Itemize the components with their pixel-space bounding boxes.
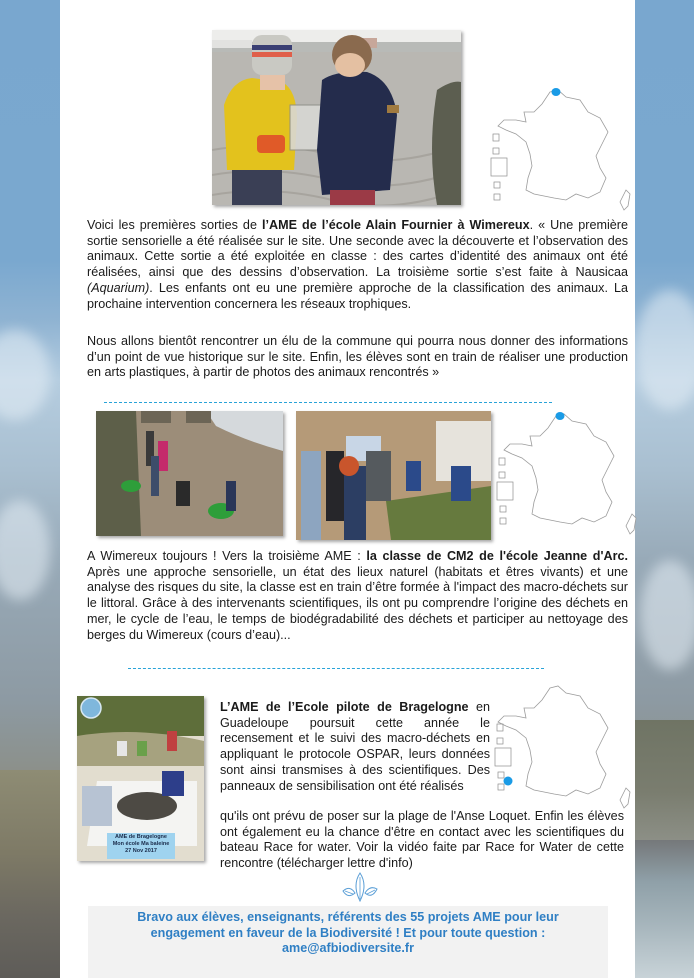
france-map	[488, 82, 638, 222]
school-name-alain-fournier: l’AME de l’école Alain Fournier à Wimereux	[261, 218, 530, 232]
text-italic: (Aquarium)	[87, 280, 150, 295]
photo-bragelogne	[77, 696, 204, 861]
beach-photo-illustration	[212, 30, 461, 205]
school-name-bragelogne: L’AME de l’Ecole pilote de Bragelogne	[220, 700, 469, 714]
overseas-territory-icon	[498, 772, 504, 778]
section3-paragraph-continued: qu'ils ont prévu de poser sur la plage de l'Anse Loquet. Enfin les élèves ont également eu la chance d'être en contact avec les scientifiques du bateau Race for water. Voir la vidéo faite par Race for Water de cette rencontre (télécharger lettre d'info)	[220, 809, 624, 871]
section3-paragraph	[220, 700, 490, 794]
overseas-territory-icon	[497, 724, 503, 731]
text-span: Après une approche sensorielle, un état des lieux naturel (habitats et êtres vivants) et une analyse des risques du site, la classe est en train d’être formée à l'impact des macro-déchets sur le littoral. Grâce à des intervenants scientifiques, ils ont pu comprendre l’origine des déchets en mer, le cycle de l’eau, le temps de biodégradabilité des déchets et participer au nettoyage des berges du Wimereux (cours d’eau)...	[87, 564, 628, 642]
corsica-outline	[620, 190, 630, 210]
contact-email-link[interactable]: ame@afbiodiversite.fr	[282, 941, 414, 955]
leaves-icon	[340, 871, 380, 903]
photo-caption	[107, 834, 175, 855]
school-name-jeanne-darc: la classe de CM2 de l'école Jeanne d'Arc.	[366, 549, 628, 563]
caption-line: 27 Nov 2017	[125, 848, 157, 854]
location-marker-wimereux[interactable]	[552, 88, 561, 96]
section1-paragraph1	[87, 218, 628, 312]
cleanup-photo-illustration	[96, 411, 283, 536]
background-cloud	[640, 560, 694, 670]
text-span: Voici les premières sorties de	[87, 218, 262, 232]
location-marker-guadeloupe[interactable]	[504, 777, 513, 786]
overseas-territory-icon	[499, 458, 505, 465]
overseas-territory-icon	[500, 518, 506, 524]
text-span: A Wimereux toujours ! Vers la troisième AME :	[87, 549, 367, 563]
section2-paragraph	[87, 549, 628, 643]
location-marker-wimereux[interactable]	[556, 412, 565, 420]
france-outline	[498, 90, 608, 200]
overseas-territory-icon	[499, 472, 505, 478]
background-dune	[635, 720, 694, 840]
photo-classroom-model	[296, 411, 491, 540]
overseas-territory-icon	[498, 784, 504, 790]
france-outline	[504, 414, 614, 524]
footer-message	[88, 910, 608, 957]
overseas-territory-icon	[500, 506, 506, 512]
corsica-outline	[620, 788, 630, 808]
caption-line: Mon école Ma baleine	[112, 841, 170, 847]
france-map	[488, 680, 638, 815]
overseas-territory-icon	[494, 182, 500, 188]
text-span: en Guadeloupe poursuit cette année le recensement et le suivi des macro-déchets en appliquant le protocole OSPAR, leurs données sont ainsi transmises à des scientifiques. Des panneaux de sensibilisation ont été réalisés	[220, 700, 490, 793]
guyane-inset	[491, 158, 507, 176]
overseas-territory-icon	[494, 194, 500, 200]
overseas-territory-icon	[497, 738, 503, 744]
text-span: . « Une première sortie sensorielle a été réalisée sur le site. Une seconde avec la découverte et l’observation des animaux. Cette sortie a été exploitée en classe : des cartes d’identité des animaux ont été réalisées, ainsi que des dessins d’observation. La troisième sortie s’est faite à Nausicaa	[87, 218, 628, 280]
footer-message-text: Bravo aux élèves, enseignants, référents des 55 projets AME pour leur engagement en faveur de la Biodiversité ! Et pour toute question :	[137, 910, 559, 940]
background-cloud	[0, 500, 50, 600]
classroom-photo-illustration	[296, 411, 491, 540]
text-span: . Les enfants ont eu une première approche de la classification des animaux. La prochaine intervention concernera les réseaux trophiques.	[87, 280, 628, 311]
france-outline	[498, 686, 608, 796]
guyane-inset	[495, 748, 511, 766]
guyane-inset	[497, 482, 513, 500]
background-cloud	[0, 330, 50, 420]
section-separator	[104, 402, 552, 403]
baleine-logo	[81, 698, 101, 718]
section-separator	[128, 668, 544, 669]
photo-wimereux-beach	[212, 30, 461, 205]
section1-paragraph2: Nous allons bientôt rencontrer un élu de la commune qui pourra nous donner des informations d’un point de vue historique sur le site. Enfin, les élèves sont en train de réaliser une production en arts plastiques, à partir de photos des animaux rencontrés »	[87, 334, 628, 380]
overseas-territory-icon	[493, 134, 499, 141]
background-dune	[0, 770, 60, 978]
corsica-outline	[626, 514, 636, 534]
caption-line: AME de Bragelogne	[115, 834, 167, 840]
background-sea	[635, 840, 694, 978]
france-map	[494, 410, 644, 540]
background-cloud	[635, 290, 694, 410]
photo-beach-cleanup	[96, 411, 283, 536]
overseas-territory-icon	[493, 148, 499, 154]
